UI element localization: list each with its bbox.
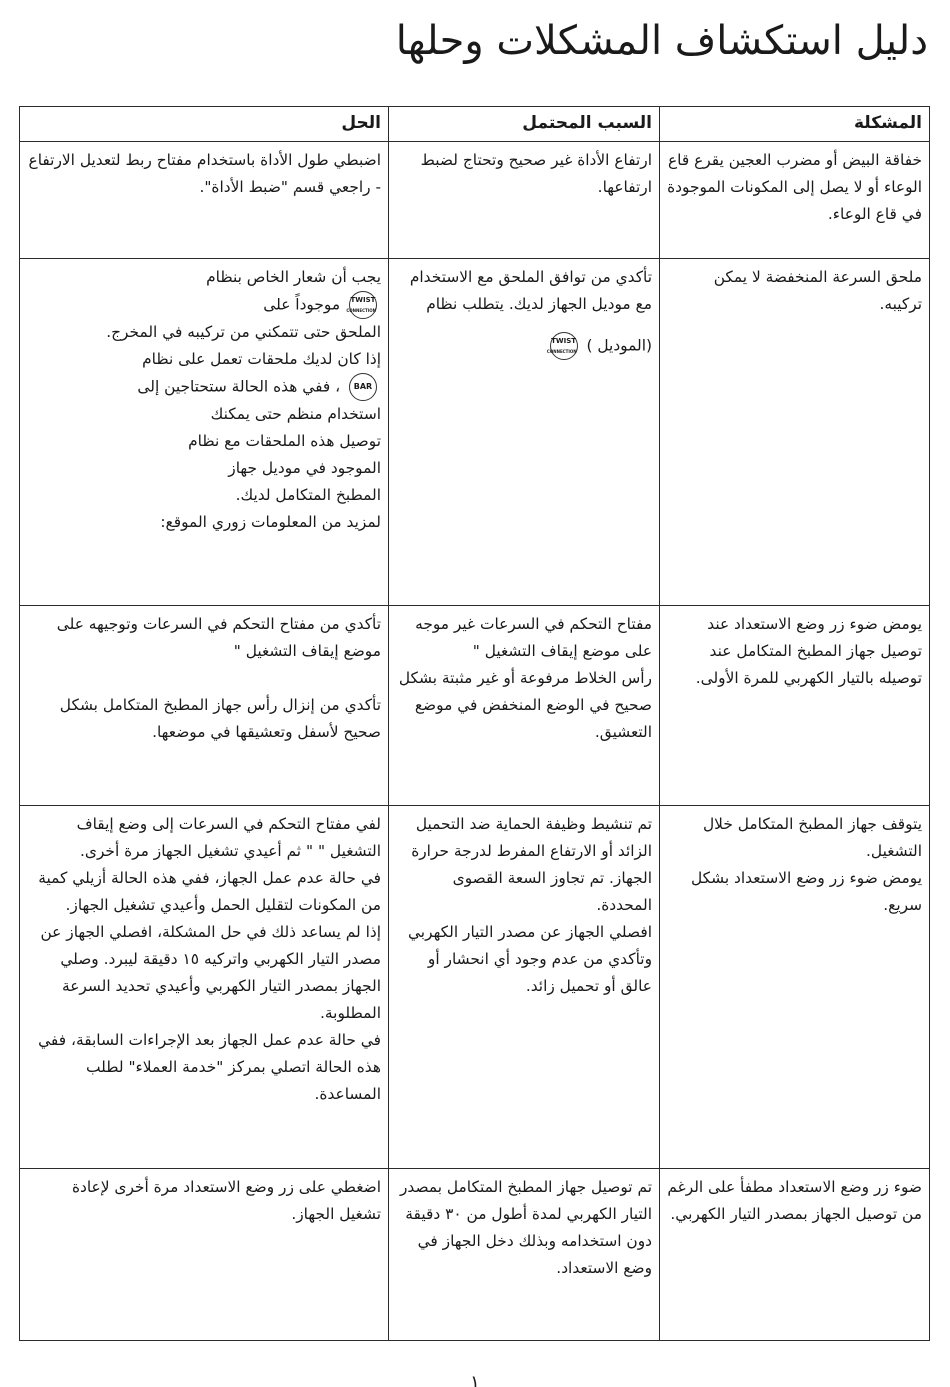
cause-cell xyxy=(389,606,660,806)
cause-cell xyxy=(389,1169,660,1341)
cell-text: خفاقة البيض أو مضرب العجين يقرع قاع الوعاء أو لا يصل إلى المكونات الموجودة في قاع الوعاء. xyxy=(667,151,922,223)
cell-text: يجب أن شعار الخاص بنظام xyxy=(206,268,381,286)
cell-text: اضبطي طول الأداة باستخدام مفتاح ربط لتعديل الارتفاع - راجعي قسم "ضبط الأداة". xyxy=(28,151,381,196)
problem-cell xyxy=(660,1169,930,1341)
header-cause: السبب المحتمل xyxy=(389,107,660,142)
table-row xyxy=(20,806,930,1169)
cause-cell xyxy=(389,806,660,1169)
cell-text: الموجود في موديل جهاز xyxy=(228,459,381,477)
problem-cell xyxy=(660,806,930,1169)
cell-text: تم تنشيط وظيفة الحماية ضد التحميل الزائد أو الارتفاع المفرط لدرجة حرارة الجهاز. تم تجاوز السعة القصوى المحددة. xyxy=(411,815,652,914)
twist-connection-logo-icon: TWIST CONNECTION xyxy=(349,291,377,319)
cell-text: رأس الخلاط مرفوعة أو غير مثبتة بشكل صحيح في الوضع المنخفض في موضع التعشيق. xyxy=(398,669,652,741)
cell-text: تأكدي من توافق الملحق مع الاستخدام مع موديل الجهاز لديك. يتطلب نظام xyxy=(409,268,652,313)
cell-text: (الموديل ) xyxy=(586,336,652,355)
cell-text: ضوء زر وضع الاستعداد مطفأ على الرغم من توصيل الجهاز بمصدر التيار الكهربي. xyxy=(667,1178,922,1223)
cell-text: لفي مفتاح التحكم في السرعات إلى وضع إيقاف التشغيل " " ثم أعيدي تشغيل الجهاز مرة أخرى. xyxy=(76,815,381,860)
cell-text: افصلي الجهاز عن مصدر التيار الكهربي وتأكدي من عدم وجود أي انحشار أو عالق أو تحميل زائد. xyxy=(407,923,652,995)
cell-text: مفتاح التحكم في السرعات غير موجه على موضع إيقاف التشغيل " xyxy=(415,615,652,660)
page-title: دليل استكشاف المشكلات وحلها xyxy=(395,18,928,64)
cell-text: ارتفاع الأداة غير صحيح وتحتاج لضبط ارتفاعها. xyxy=(420,151,652,196)
cell-text: توصيل هذه الملحقات مع نظام xyxy=(188,432,381,450)
solution-cell xyxy=(20,142,389,259)
cause-cell xyxy=(389,142,660,259)
cell-text: موجوداً على xyxy=(263,295,341,314)
solution-cell xyxy=(20,606,389,806)
table-row xyxy=(20,1169,930,1341)
cell-text: المطبخ المتكامل لديك. xyxy=(235,486,381,504)
cause-cell xyxy=(389,259,660,606)
twist-line xyxy=(27,291,381,319)
model-line xyxy=(396,332,652,360)
cell-text: لمزيد من المعلومات زوري الموقع: xyxy=(160,513,381,531)
cell-text: تأكدي من إنزال رأس جهاز المطبخ المتكامل بشكل صحيح لأسفل وتعشيقها في موضعها. xyxy=(59,696,381,741)
cell-text: في حالة عدم عمل الجهاز، ففي هذه الحالة أزيلي كمية من المكونات لتقليل الحمل وأعيدي تشغيل الجهاز. xyxy=(38,869,381,914)
cell-text: اضغطي على زر وضع الاستعداد مرة أخرى لإعادة تشغيل الجهاز. xyxy=(71,1178,381,1223)
cell-text: تم توصيل جهاز المطبخ المتكامل بمصدر التيار الكهربي لمدة أطول من ٣٠ دقيقة دون استخدامه وبذلك دخل الجهاز في وضع الاستعداد. xyxy=(399,1178,652,1277)
header-solution: الحل xyxy=(20,107,389,142)
header-problem: المشكلة xyxy=(660,107,930,142)
cell-text: إذا كان لديك ملحقات تعمل على نظام xyxy=(142,350,381,368)
problem-cell xyxy=(660,259,930,606)
cell-text: الملحق حتى تتمكني من تركيبه في المخرج. xyxy=(106,323,381,341)
twist-connection-logo-icon: TWIST CONNECTION xyxy=(550,332,578,360)
cell-text: استخدام منظم حتى يمكنك xyxy=(210,405,381,423)
cell-text: يتوقف جهاز المطبخ المتكامل خلال التشغيل. xyxy=(702,815,922,860)
cell-text: ملحق السرعة المنخفضة لا يمكن تركيبه. xyxy=(713,268,922,313)
cell-text: يومض ضوء زر وضع الاستعداد عند توصيل جهاز المطبخ المتكامل عند توصيله بالتيار الكهربي للمرة الأولى. xyxy=(695,615,922,687)
cell-text: تأكدي من مفتاح التحكم في السرعات وتوجيهه على موضع إيقاف التشغيل " xyxy=(56,615,381,660)
solution-cell xyxy=(20,1169,389,1341)
table-header-row xyxy=(20,107,930,142)
page-number: ١ xyxy=(470,1375,480,1387)
problem-cell xyxy=(660,606,930,806)
problem-cell xyxy=(660,142,930,259)
table-row xyxy=(20,142,930,259)
cell-text: في حالة عدم عمل الجهاز بعد الإجراءات السابقة، ففي هذه الحالة اتصلي بمركز "خدمة العملاء" لطلب المساعدة. xyxy=(38,1031,381,1103)
troubleshooting-table xyxy=(19,106,930,1341)
bar-logo-icon: BAR xyxy=(349,373,377,401)
table-row xyxy=(20,606,930,806)
cell-text: ، ففي هذه الحالة ستحتاجين إلى xyxy=(137,377,341,396)
bar-line xyxy=(27,373,381,401)
cell-text: إذا لم يساعد ذلك في حل المشكلة، افصلي الجهاز عن مصدر التيار الكهربي واتركيه ١٥ دقيقة ليبرد. وصلي الجهاز بمصدر التيار الكهربي وأعيدي تحديد السرعة المطلوبة. xyxy=(40,923,381,1022)
cell-text: يومض ضوء زر وضع الاستعداد بشكل سريع. xyxy=(690,869,922,914)
solution-cell xyxy=(20,806,389,1169)
solution-cell xyxy=(20,259,389,606)
table-row xyxy=(20,259,930,606)
